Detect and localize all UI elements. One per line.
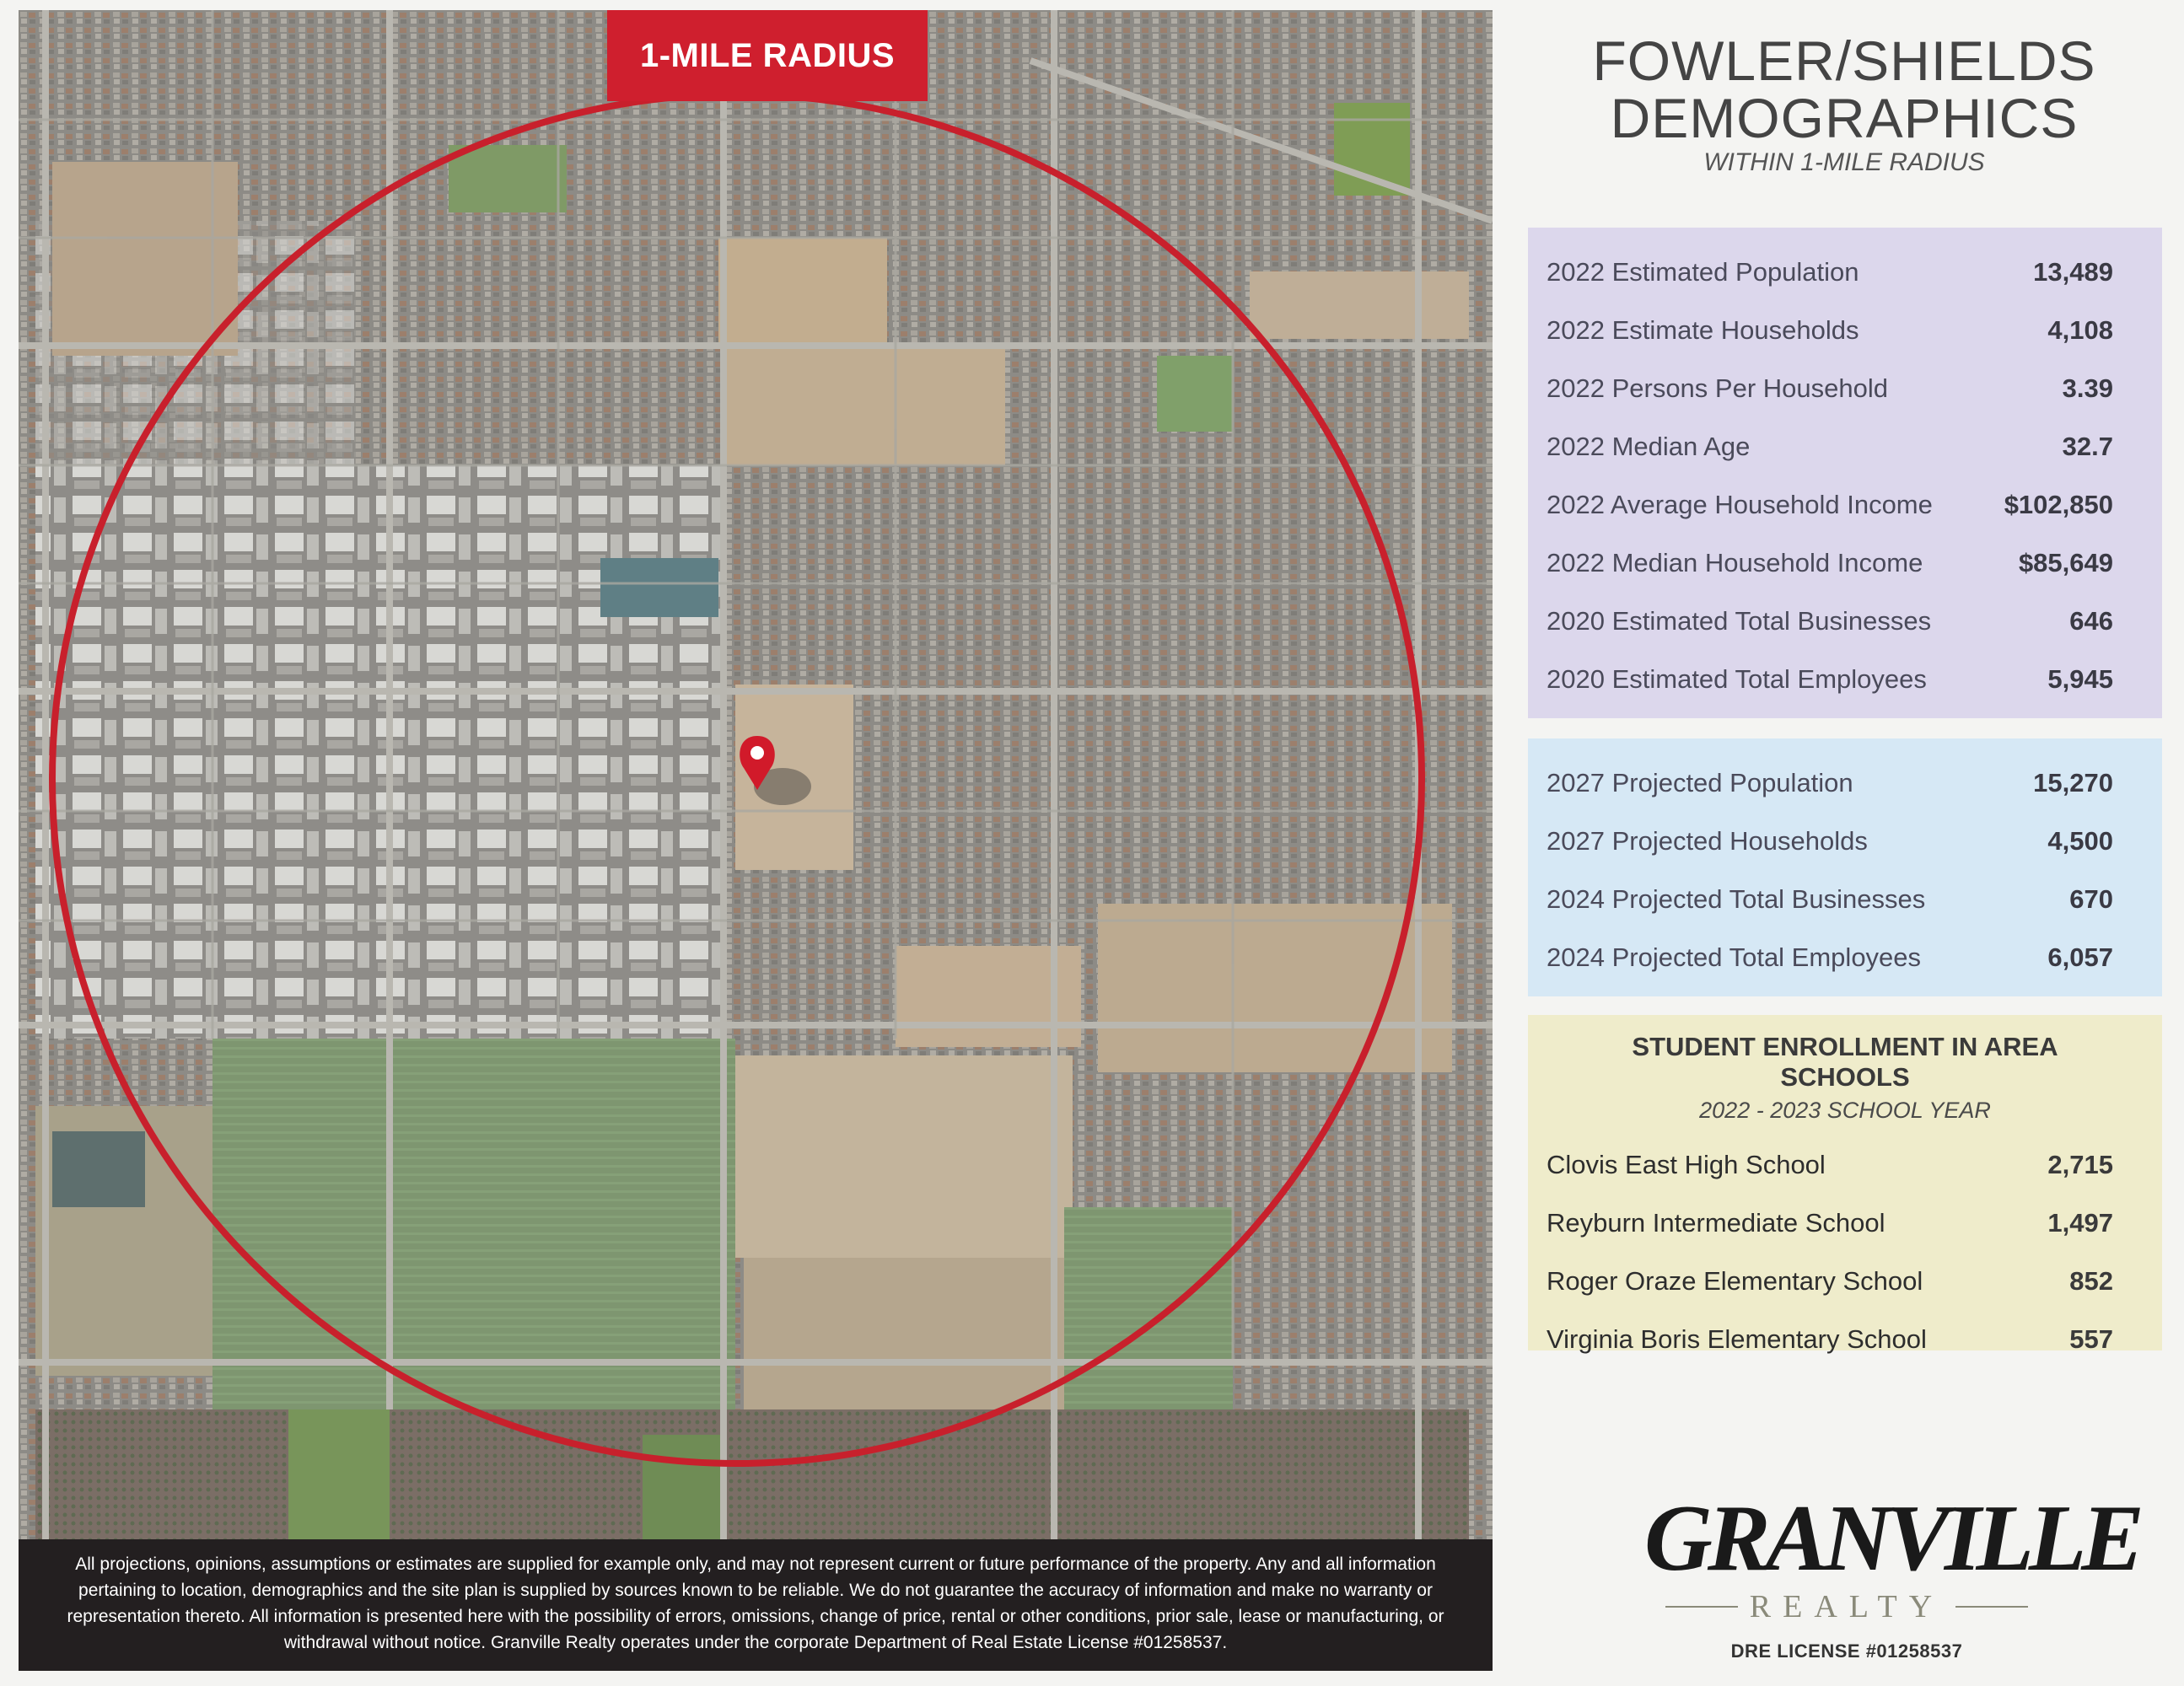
school-enrollment: 557 xyxy=(2069,1324,2113,1354)
logo-wordmark: GRANVILLE xyxy=(1644,1486,2139,1591)
schools-title: STUDENT ENROLLMENT IN AREA SCHOOLS xyxy=(1632,1032,2058,1092)
page-title xyxy=(1528,32,2160,147)
stat-label: 2027 Projected Households xyxy=(1547,825,1868,856)
stat-row xyxy=(1547,534,2113,592)
aerial-map xyxy=(19,10,1493,1539)
projected-stats-panel xyxy=(1528,738,2162,996)
stat-label: 2024 Projected Total Businesses xyxy=(1547,883,1926,914)
stat-label: 2022 Median Age xyxy=(1547,431,1751,461)
stat-row xyxy=(1547,870,2113,928)
stat-row xyxy=(1547,301,2113,359)
aerial-map-graphic xyxy=(19,10,1493,1539)
school-row xyxy=(1547,1252,2113,1310)
page-title-line1: FOWLER/SHIELDS xyxy=(1592,30,2096,92)
stat-row xyxy=(1547,928,2113,986)
stat-value: 670 xyxy=(2069,883,2113,914)
stat-row xyxy=(1547,359,2113,417)
stat-value: 5,945 xyxy=(2047,663,2113,694)
page-title-line2: DEMOGRAPHICS xyxy=(1610,87,2079,149)
stat-label: 2022 Persons Per Household xyxy=(1547,373,1888,403)
school-row xyxy=(1547,1136,2113,1194)
school-name: Roger Oraze Elementary School xyxy=(1547,1265,1923,1296)
granville-logo xyxy=(1644,1486,2139,1625)
stat-label: 2020 Estimated Total Businesses xyxy=(1547,605,1932,636)
school-name: Clovis East High School xyxy=(1547,1149,1826,1179)
school-enrollment: 852 xyxy=(2069,1265,2113,1296)
stat-row xyxy=(1547,592,2113,650)
stat-row xyxy=(1547,417,2113,475)
stat-label: 2022 Estimated Population xyxy=(1547,256,1859,287)
logo-rule-left xyxy=(1665,1606,1738,1608)
page-subtitle: WITHIN 1-MILE RADIUS xyxy=(1703,148,1985,176)
logo-realty: REALTY xyxy=(1749,1589,1945,1624)
school-row xyxy=(1547,1310,2113,1368)
school-name: Reyburn Intermediate School xyxy=(1547,1207,1885,1238)
stat-row xyxy=(1547,754,2113,812)
schools-subtitle: 2022 - 2023 SCHOOL YEAR xyxy=(1699,1098,1991,1123)
stat-label: 2022 Median Household Income xyxy=(1547,547,1923,577)
stat-row xyxy=(1547,243,2113,301)
stat-value: $102,850 xyxy=(2004,489,2113,519)
stat-value: 4,500 xyxy=(2047,825,2113,856)
stat-label: 2022 Average Household Income xyxy=(1547,489,1933,519)
logo-subline xyxy=(1644,1588,2049,1625)
stat-row xyxy=(1547,812,2113,870)
stat-label: 2022 Estimate Households xyxy=(1547,314,1859,345)
stat-value: 646 xyxy=(2069,605,2113,636)
stat-value: 32.7 xyxy=(2062,431,2113,461)
stat-value: 3.39 xyxy=(2062,373,2113,403)
stat-value: 15,270 xyxy=(2033,767,2113,797)
logo-rule-right xyxy=(1955,1606,2028,1608)
stat-row xyxy=(1547,475,2113,534)
stat-row xyxy=(1547,650,2113,708)
stat-label: 2024 Projected Total Employees xyxy=(1547,942,1922,972)
stat-label: 2027 Projected Population xyxy=(1547,767,1853,797)
radius-label: 1-MILE RADIUS xyxy=(607,10,928,101)
stat-value: 13,489 xyxy=(2033,256,2113,287)
school-row xyxy=(1547,1194,2113,1252)
school-enrollment: 1,497 xyxy=(2047,1207,2113,1238)
stat-value: $85,649 xyxy=(2018,547,2113,577)
dre-license: DRE LICENSE #01258537 xyxy=(1730,1640,1963,1662)
stat-label: 2020 Estimated Total Employees xyxy=(1547,663,1927,694)
stat-value: 6,057 xyxy=(2047,942,2113,972)
school-enrollment: 2,715 xyxy=(2047,1149,2113,1179)
schools-panel xyxy=(1528,1015,2162,1354)
stat-value: 4,108 xyxy=(2047,314,2113,345)
disclaimer-text: All projections, opinions, assumptions or estimates are supplied for example only, and may not represent current or future performance of the property. Any and all information pertaining to location, demographics and the site plan is supplied by sources known to be reliable. We do not guarantee the accuracy of information and make no warranty or representation thereto. All information is presented here with the possibility of errors, omissions, change of price, rental or other conditions, prior sale, lease or manufacturing, or withdrawal without notice. Granville Realty operates under the corporate Department of Real Estate License #01258537. xyxy=(19,1539,1493,1671)
school-name: Virginia Boris Elementary School xyxy=(1547,1324,1927,1354)
current-stats-panel xyxy=(1528,228,2162,718)
